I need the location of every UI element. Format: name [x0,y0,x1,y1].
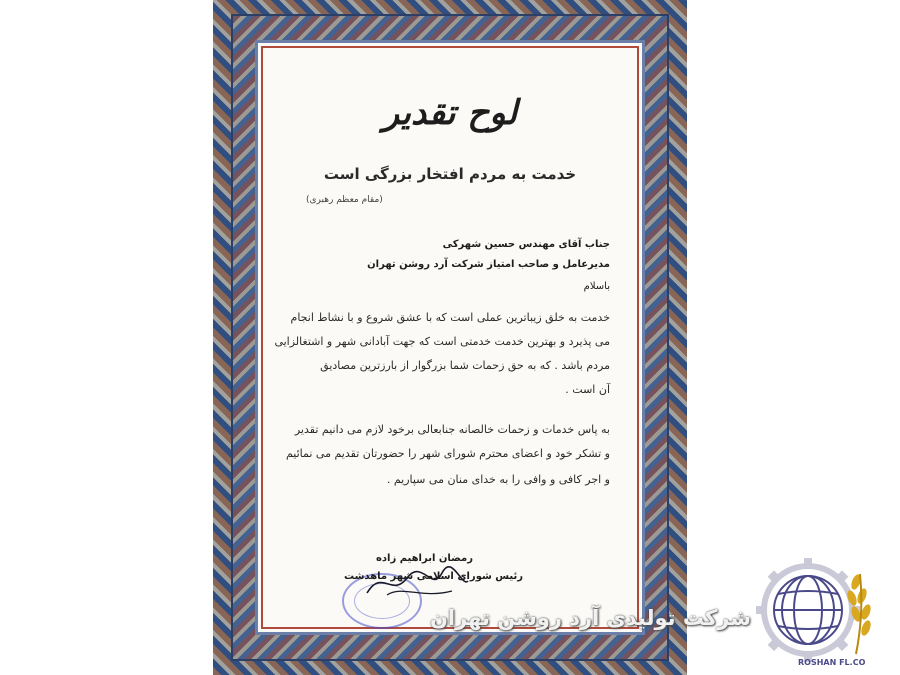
certificate-title: لوح تقدیر [382,93,518,133]
recipient-name: جناب آقای مهندس حسین شهرکی [442,239,610,250]
certificate-paper [255,40,645,635]
body-line: و تشکر خود و اعضای محترم شورای شهر را حضورتان تقدیم می نمائیم [285,447,610,460]
body-line: و اجر کافی و وافی را به خدای منان می سپاریم . [386,473,610,486]
certificate-frame [213,0,687,675]
body-line: آن است . [565,383,610,396]
globe-gear-wheat-icon [748,554,890,670]
handwritten-signature [362,563,472,603]
certificate-motto: خدمت به مردم افتخار بزرگی است [323,165,577,183]
body-line: مردم باشد . که به حق زحمات شما بزرگوار از بارزترین مصادیق [320,359,610,372]
company-watermark-text: شرکت تولیدی آرد روشن تهران [430,606,751,630]
logo-caption: ROSHAN FL.CO [798,658,866,667]
body-line: می پذیرد و بهترین خدمت خدمتی است که جهت آبادانی شهر و اشتغالزایی [274,335,610,348]
signatory-name: رمضان ابراهیم زاده [376,553,473,564]
greeting: باسلام [583,281,610,292]
body-line: خدمت به خلق زیباترین عملی است که با عشق شروع و با نشاط انجام [290,311,610,324]
signatory-title: رئیس شورای اسلامی شهر ماهدشت [344,571,524,582]
motto-attribution: (مقام معظم رهبری) [306,195,383,205]
body-line: به پاس خدمات و زحمات خالصانه جنابعالی برخود لازم می دانیم تقدیر [294,423,610,436]
recipient-title: مدیرعامل و صاحب امتیاز شرکت آرد روشن تهران [367,259,610,270]
